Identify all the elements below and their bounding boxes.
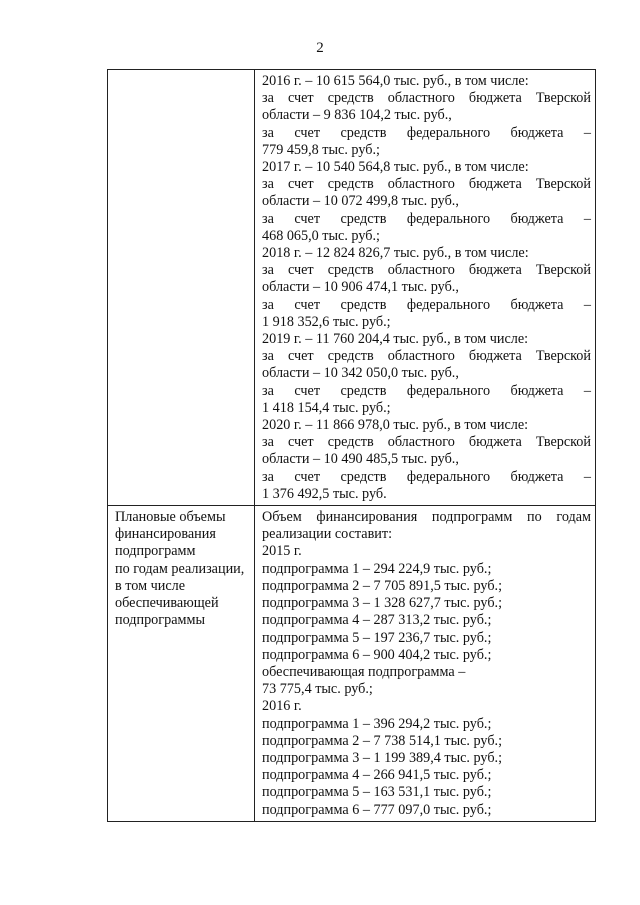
text-line: подпрограмм bbox=[115, 543, 196, 560]
financing-table bbox=[107, 69, 596, 822]
text-line: подпрограмма 1 – 294 224,9 тыс. руб.; bbox=[262, 560, 492, 577]
text-line: подпрограмма 6 – 777 097,0 тыс. руб.; bbox=[262, 801, 492, 818]
text-line: обеспечивающей bbox=[115, 595, 219, 612]
text-line: Плановые объемы bbox=[115, 509, 226, 526]
text-line: Объем финансирования подпрограмм по годам bbox=[262, 509, 591, 526]
text-line: 1 918 352,6 тыс. руб.; bbox=[262, 313, 391, 330]
text-line: области – 10 490 485,5 тыс. руб., bbox=[262, 451, 459, 468]
text-line: за счет средств областного бюджета Тверской bbox=[262, 262, 591, 279]
table-row bbox=[108, 70, 596, 506]
text-line: 2020 г. – 11 866 978,0 тыс. руб., в том числе: bbox=[262, 417, 529, 434]
text-line: области – 10 906 474,1 тыс. руб., bbox=[262, 279, 459, 296]
text-line: 1 376 492,5 тыс. руб. bbox=[262, 485, 387, 502]
text-line: за счет средств областного бюджета Тверской bbox=[262, 348, 591, 365]
text-line: подпрограмма 3 – 1 199 389,4 тыс. руб.; bbox=[262, 749, 503, 766]
row2-label-cell bbox=[108, 506, 255, 822]
page-number: 2 bbox=[316, 40, 324, 56]
text-line: 2016 г. – 10 615 564,0 тыс. руб., в том числе: bbox=[262, 73, 529, 89]
table-row bbox=[108, 506, 596, 822]
text-line: 468 065,0 тыс. руб.; bbox=[262, 227, 380, 244]
text-line: 73 775,4 тыс. руб.; bbox=[262, 681, 373, 698]
text-line: финансирования bbox=[115, 526, 216, 543]
text-line: 2015 г. bbox=[262, 543, 302, 560]
text-line: 2019 г. – 11 760 204,4 тыс. руб., в том числе: bbox=[262, 331, 529, 348]
text-line: обеспечивающая подпрограмма – bbox=[262, 663, 466, 680]
text-line: реализации составит: bbox=[262, 526, 393, 543]
text-line: 779 459,8 тыс. руб.; bbox=[262, 141, 380, 158]
text-line: за счет средств федерального бюджета – bbox=[262, 296, 591, 313]
text-line: области – 9 836 104,2 тыс. руб., bbox=[262, 107, 452, 124]
text-line: подпрограммы bbox=[115, 612, 205, 629]
text-line: в том числе bbox=[115, 577, 186, 594]
text-line: области – 10 072 499,8 тыс. руб., bbox=[262, 193, 459, 210]
text-line: подпрограмма 4 – 287 313,2 тыс. руб.; bbox=[262, 612, 492, 629]
text-line: подпрограмма 1 – 396 294,2 тыс. руб.; bbox=[262, 715, 492, 732]
text-line: по годам реализации, bbox=[115, 560, 245, 577]
text-line: за счет средств областного бюджета Тверской bbox=[262, 90, 591, 107]
row1-content-cell bbox=[255, 70, 596, 506]
text-line: за счет средств областного бюджета Тверской bbox=[262, 176, 591, 193]
text-line: 2016 г. bbox=[262, 698, 302, 715]
row2-content-cell bbox=[255, 506, 596, 822]
text-line: области – 10 342 050,0 тыс. руб., bbox=[262, 365, 459, 382]
row1-label-cell bbox=[108, 70, 255, 506]
text-line: за счет средств областного бюджета Тверской bbox=[262, 434, 591, 451]
text-line: за счет средств федерального бюджета – bbox=[262, 468, 591, 485]
text-line: 2017 г. – 10 540 564,8 тыс. руб., в том числе: bbox=[262, 159, 529, 176]
text-line: подпрограмма 5 – 163 531,1 тыс. руб.; bbox=[262, 784, 492, 801]
text-line: за счет средств федерального бюджета – bbox=[262, 210, 591, 227]
text-line: 1 418 154,4 тыс. руб.; bbox=[262, 399, 391, 416]
text-line: подпрограмма 2 – 7 705 891,5 тыс. руб.; bbox=[262, 577, 503, 594]
text-line: за счет средств федерального бюджета – bbox=[262, 382, 591, 399]
text-line: подпрограмма 4 – 266 941,5 тыс. руб.; bbox=[262, 767, 492, 784]
text-line: за счет средств федерального бюджета – bbox=[262, 124, 591, 141]
text-line: подпрограмма 6 – 900 404,2 тыс. руб.; bbox=[262, 646, 492, 663]
text-line: подпрограмма 5 – 197 236,7 тыс. руб.; bbox=[262, 629, 492, 646]
text-line: подпрограмма 3 – 1 328 627,7 тыс. руб.; bbox=[262, 595, 503, 612]
text-line: подпрограмма 2 – 7 738 514,1 тыс. руб.; bbox=[262, 732, 503, 749]
text-line: 2018 г. – 12 824 826,7 тыс. руб., в том числе: bbox=[262, 245, 529, 262]
